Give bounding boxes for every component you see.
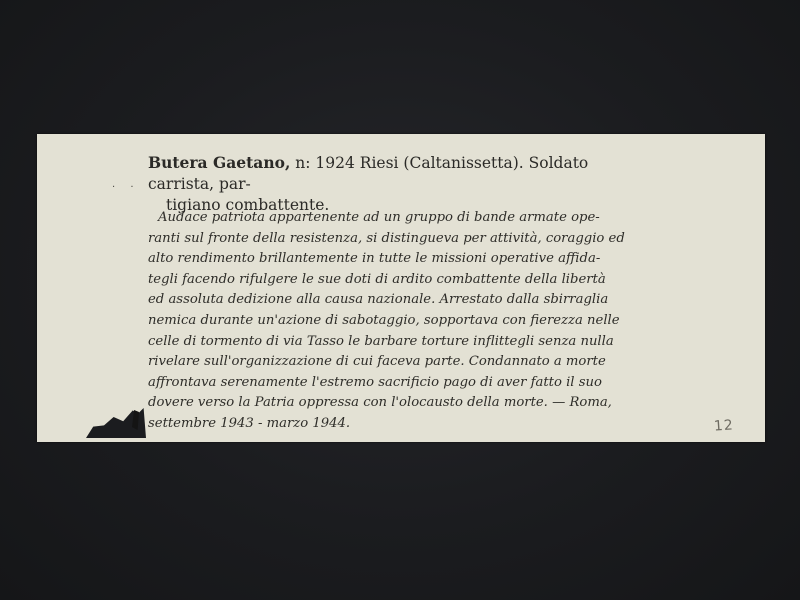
citation-line: nemica durante un'azione di sabotaggio, sopportava con fierezza nelle bbox=[148, 312, 620, 328]
citation-line: rivelare sull'organizzazione di cui faceva parte. Condannato a morte bbox=[148, 354, 606, 370]
citation-line: dovere verso la Patria oppressa con l'olocausto della morte. — Roma, bbox=[148, 395, 612, 411]
citation-text bbox=[148, 208, 625, 435]
citation-line: settembre 1943 - marzo 1944. bbox=[148, 415, 351, 431]
citation-line: ranti sul fronte della resistenza, si distingueva per attività, coraggio ed bbox=[148, 230, 625, 246]
citation-line: Audace patriota appartenente ad un gruppo di bande armate ope- bbox=[158, 210, 600, 225]
citation-line: ed assoluta dedizione alla causa nazionale. Arrestato dalla sbirraglia bbox=[148, 292, 609, 308]
handwritten-page-number: 12 bbox=[713, 417, 735, 435]
entry-name: Butera Gaetano, bbox=[148, 153, 291, 172]
paper-specks: · · bbox=[112, 182, 140, 193]
entry-heading bbox=[148, 152, 648, 216]
citation-line: affrontava serenamente l'estremo sacrificio pago di aver fatto il suo bbox=[148, 374, 602, 390]
citation-line: celle di tormento di via Tasso le barbare torture inflittegli senza nulla bbox=[148, 333, 614, 349]
citation-line: tegli facendo rifulgere le sue doti di ardito combattente della libertà bbox=[148, 271, 606, 287]
citation-line: alto rendimento brillantemente in tutte le missioni operative affida- bbox=[148, 251, 601, 267]
entry-details-line2: tigiano combattente. bbox=[166, 196, 330, 214]
entry-details-line1: n: 1924 Riesi (Caltanissetta). Soldato carrista, par- bbox=[148, 154, 589, 193]
